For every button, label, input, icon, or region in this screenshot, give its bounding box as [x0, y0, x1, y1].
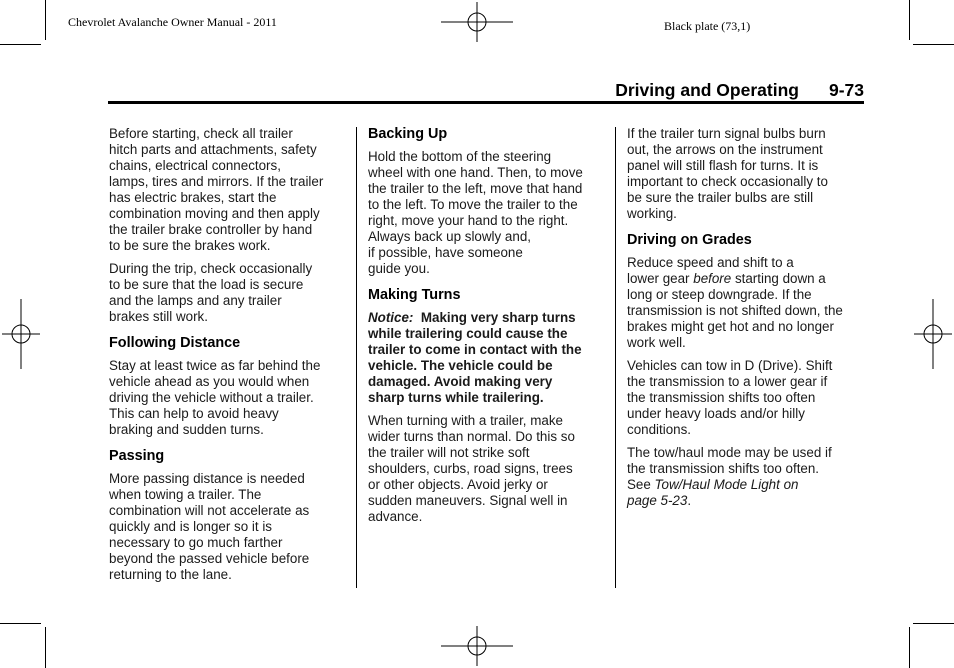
paragraph: When turning with a trailer, make wider turns than normal. Do this so the trailer will not strike soft shoulders, curbs, road signs, trees or other objects. Avoid jerky or sudden maneuvers. Signal well in advance.: [368, 413, 575, 524]
registration-mark-top: [437, 2, 517, 42]
crop-mark: [45, 0, 46, 40]
subheading-passing: Passing: [109, 448, 165, 464]
subheading-driving-on-grades: Driving on Grades: [627, 232, 752, 248]
registration-mark-left: [0, 297, 42, 371]
emphasis: before: [693, 271, 732, 286]
crop-mark: [909, 0, 910, 40]
column-left: [109, 126, 349, 590]
text-run: The tow/haul mode may be used if the transmission shifts too often. See: [627, 445, 832, 492]
subheading-following-distance: Following Distance: [109, 335, 241, 351]
text-run: Reduce speed and shift to a lower gear: [627, 255, 794, 286]
crop-mark: [45, 627, 46, 668]
column-divider: [356, 127, 357, 588]
registration-mark-bottom: [437, 626, 517, 666]
crop-mark: [909, 627, 910, 668]
registration-mark-right: [912, 297, 954, 371]
crop-mark: [913, 44, 954, 45]
running-header-right: Black plate (73,1): [664, 19, 751, 33]
notice-text: Making very sharp turns while trailering could cause the trailer to come in contact with the vehicle. The vehicle could be damaged. Avoid making very sharp turns while trailering.: [368, 310, 582, 405]
notice-label: Notice:: [368, 310, 414, 325]
section-title: Driving and Operating: [615, 80, 799, 100]
column-middle: [368, 126, 608, 532]
heading-rule: [108, 101, 864, 104]
crop-mark: [0, 44, 41, 45]
paragraph: Stay at least twice as far behind the vehicle ahead as you would when driving the vehicle without a trailer. This can help to avoid heavy braking and sudden turns.: [109, 358, 321, 437]
notice-paragraph: [368, 310, 608, 406]
crop-mark: [913, 623, 954, 624]
paragraph: During the trip, check occasionally to be sure that the load is secure and the lamps and any trailer brakes still work.: [109, 261, 313, 324]
paragraph: If the trailer turn signal bulbs burn out, the arrows on the instrument panel will still flash for turns. It is important to check occasionally to be sure the trailer bulbs are still working.: [627, 126, 828, 221]
paragraph: [627, 445, 867, 509]
subheading-backing-up: Backing Up: [368, 126, 448, 142]
paragraph: More passing distance is needed when towing a trailer. The combination will not accelerate as quickly and is longer so it is necessary to go much farther beyond the passed vehicle before returning to the lane.: [109, 471, 310, 582]
subheading-making-turns: Making Turns: [368, 287, 461, 303]
cross-reference-link[interactable]: Tow/Haul Mode Light on page 5-23: [627, 477, 799, 508]
text-run: starting down a long or steep downgrade. If the transmission is not shifted down, the brakes might get hot and no longer work well.: [627, 271, 843, 350]
paragraph: Vehicles can tow in D (Drive). Shift the transmission to a lower gear if the transmission shifts too often under heavy loads and/or hilly conditions.: [627, 358, 833, 437]
section-heading: [364, 80, 864, 101]
paragraph: Hold the bottom of the steering wheel with one hand. Then, to move the trailer to the left, move that hand to the left. To move the trailer to the right, move your hand to the right. Always back up slowly and, if possible, have someone guide you.: [368, 149, 583, 276]
running-header-left: Chevrolet Avalanche Owner Manual - 2011: [68, 15, 277, 29]
paragraph: [627, 255, 867, 351]
column-right: [627, 126, 867, 516]
text-run: .: [687, 493, 692, 508]
page-number: 9-73: [828, 80, 864, 100]
paragraph: Before starting, check all trailer hitch parts and attachments, safety chains, electrical connectors, lamps, tires and mirrors. If the trailer has electric brakes, start the combination moving and then apply the trailer brake controller by hand to be sure the brakes work.: [109, 126, 324, 253]
column-divider: [615, 127, 616, 588]
crop-mark: [0, 623, 41, 624]
